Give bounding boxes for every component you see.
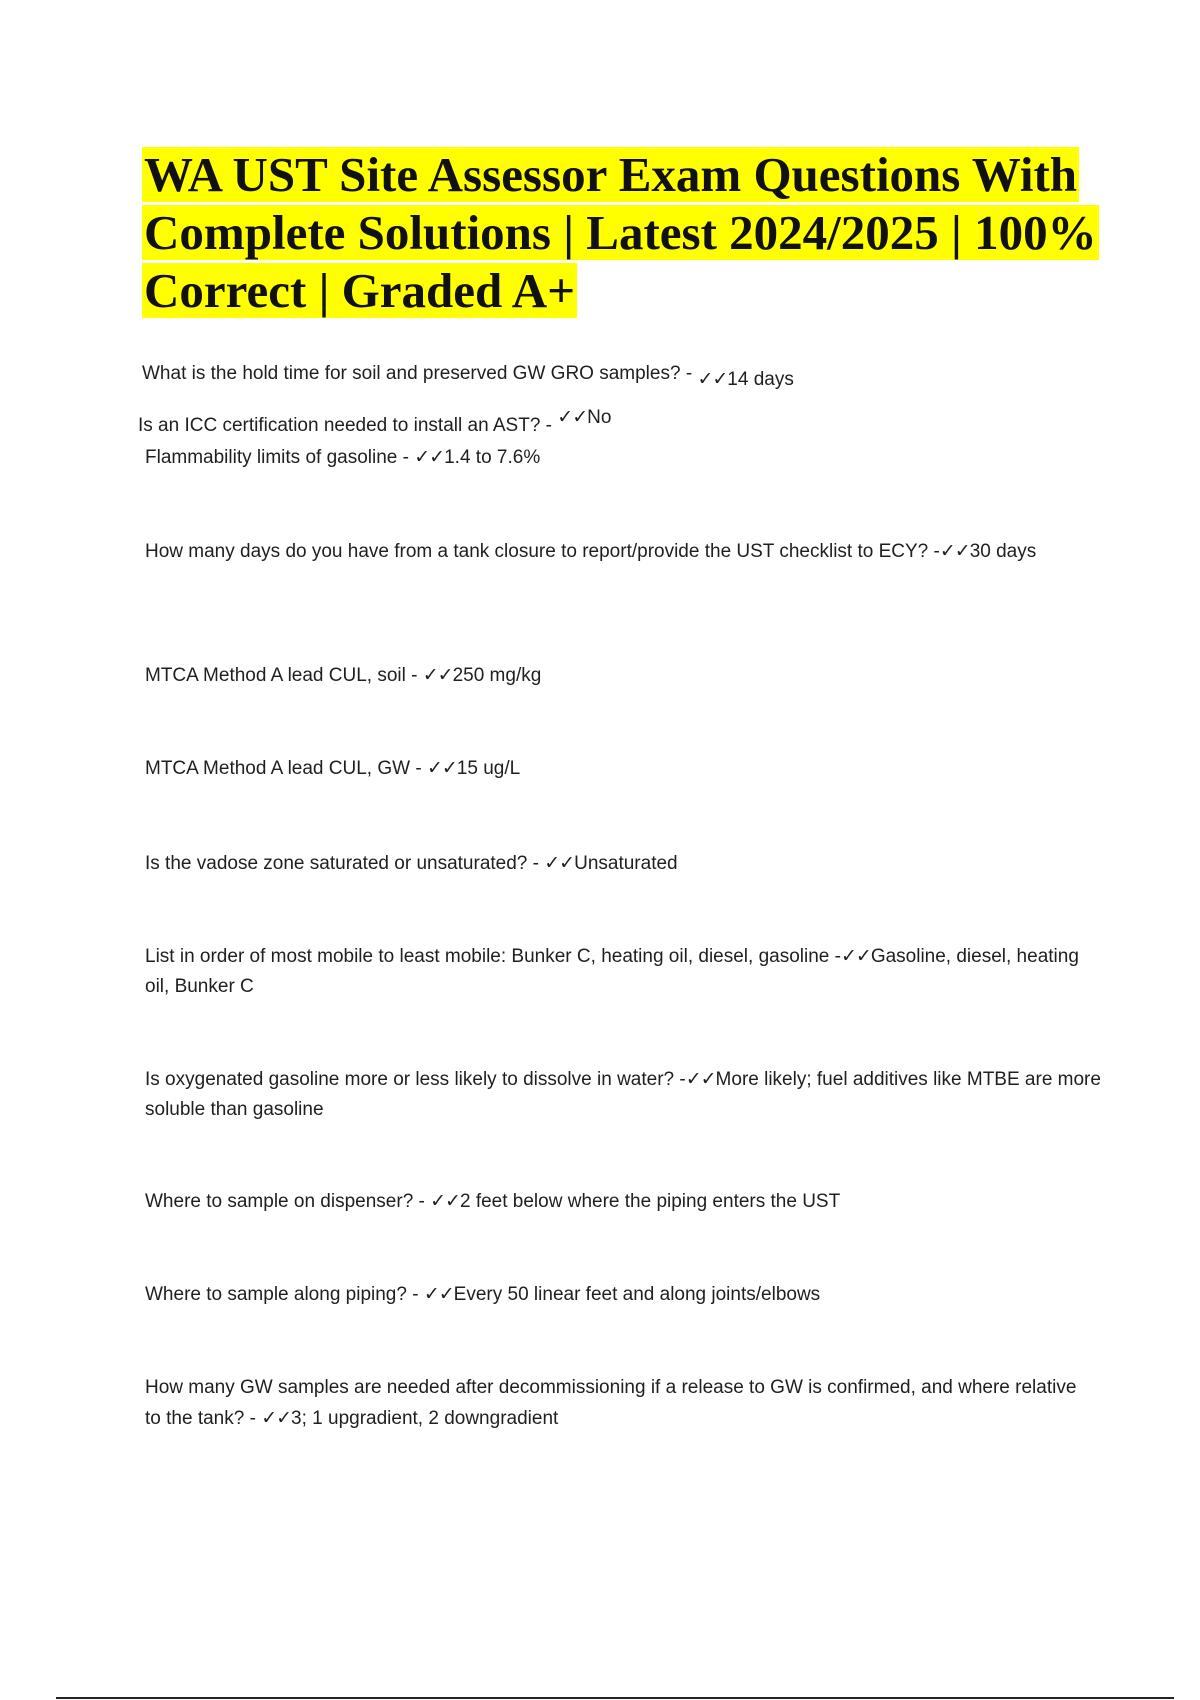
question-text: How many GW samples are needed after decommissioning if a release to GW is confirmed, and where relative to the tank? - [145, 1377, 1077, 1429]
answer-text: 2 feet below where the piping enters the UST [459, 1191, 841, 1212]
question-text: Is oxygenated gasoline more or less likely to dissolve in water? - [145, 1069, 686, 1090]
title-highlight: WA UST Site Assessor Exam Questions With Complete Solutions | Latest 2024/2025 | 100% Correct | Graded A+ [144, 147, 1097, 318]
question-text: Where to sample on dispenser? - [145, 1191, 431, 1212]
question-text: Flammability limits of gasoline - [145, 447, 415, 468]
qa-item [145, 442, 1145, 473]
check-icon: ✓✓ [426, 757, 457, 779]
qa-item [145, 1064, 1105, 1125]
qa-item [145, 660, 1145, 691]
answer-text: Gasoline, diesel, heating oil, Bunker C [145, 946, 1079, 997]
answer-text: More likely; fuel additives like MTBE are more soluble than gasoline [145, 1069, 1101, 1120]
answer-text: No [587, 407, 612, 428]
question-text: Where to sample along piping? - [145, 1284, 424, 1305]
answer-text: 3; 1 upgradient, 2 downgradient [291, 1408, 559, 1429]
footer-divider [56, 1697, 1174, 1699]
check-icon: ✓✓ [423, 1283, 454, 1305]
check-icon: ✓✓ [840, 945, 871, 967]
qa-item [145, 1373, 1080, 1434]
check-icon: ✓✓ [685, 1068, 716, 1090]
check-icon: ✓✓ [939, 540, 970, 562]
check-icon: ✓✓ [430, 1190, 460, 1212]
answer-text: 250 mg/kg [452, 665, 542, 686]
qa-item [145, 536, 1070, 567]
answer-text: 14 days [727, 369, 794, 390]
question-text: Is an ICC certification needed to install an AST? - [138, 415, 558, 436]
answer-text: Every 50 linear feet and along joints/elbows [453, 1284, 821, 1305]
qa-item [142, 358, 1142, 389]
check-icon: ✓✓ [261, 1407, 292, 1429]
answer-text: 15 ug/L [456, 758, 521, 779]
check-icon: ✓✓ [557, 406, 588, 428]
qa-item [145, 848, 1145, 879]
qa-item [145, 1279, 1145, 1310]
answer-text: Unsaturated [574, 853, 678, 874]
answer-text: 30 days [969, 541, 1037, 562]
question-text: Is the vadose zone saturated or unsaturated? - [145, 853, 545, 874]
document-title [142, 146, 1182, 320]
qa-item [145, 941, 1095, 1002]
question-text: MTCA Method A lead CUL, GW - [145, 758, 427, 779]
check-icon: ✓✓ [697, 368, 728, 390]
check-icon: ✓✓ [544, 852, 575, 874]
check-icon: ✓✓ [414, 446, 445, 468]
qa-item [138, 406, 1138, 441]
qa-item [145, 1186, 1145, 1217]
qa-item [145, 753, 1145, 784]
question-text: MTCA Method A lead CUL, soil - [145, 665, 423, 686]
answer-text: 1.4 to 7.6% [444, 447, 541, 468]
check-icon: ✓✓ [422, 664, 453, 686]
question-text: List in order of most mobile to least mobile: Bunker C, heating oil, diesel, gasoline - [145, 946, 841, 967]
question-text: What is the hold time for soil and preserved GW GRO samples? - [142, 363, 698, 384]
question-text: How many days do you have from a tank closure to report/provide the UST checklist to ECY? - [145, 541, 940, 562]
